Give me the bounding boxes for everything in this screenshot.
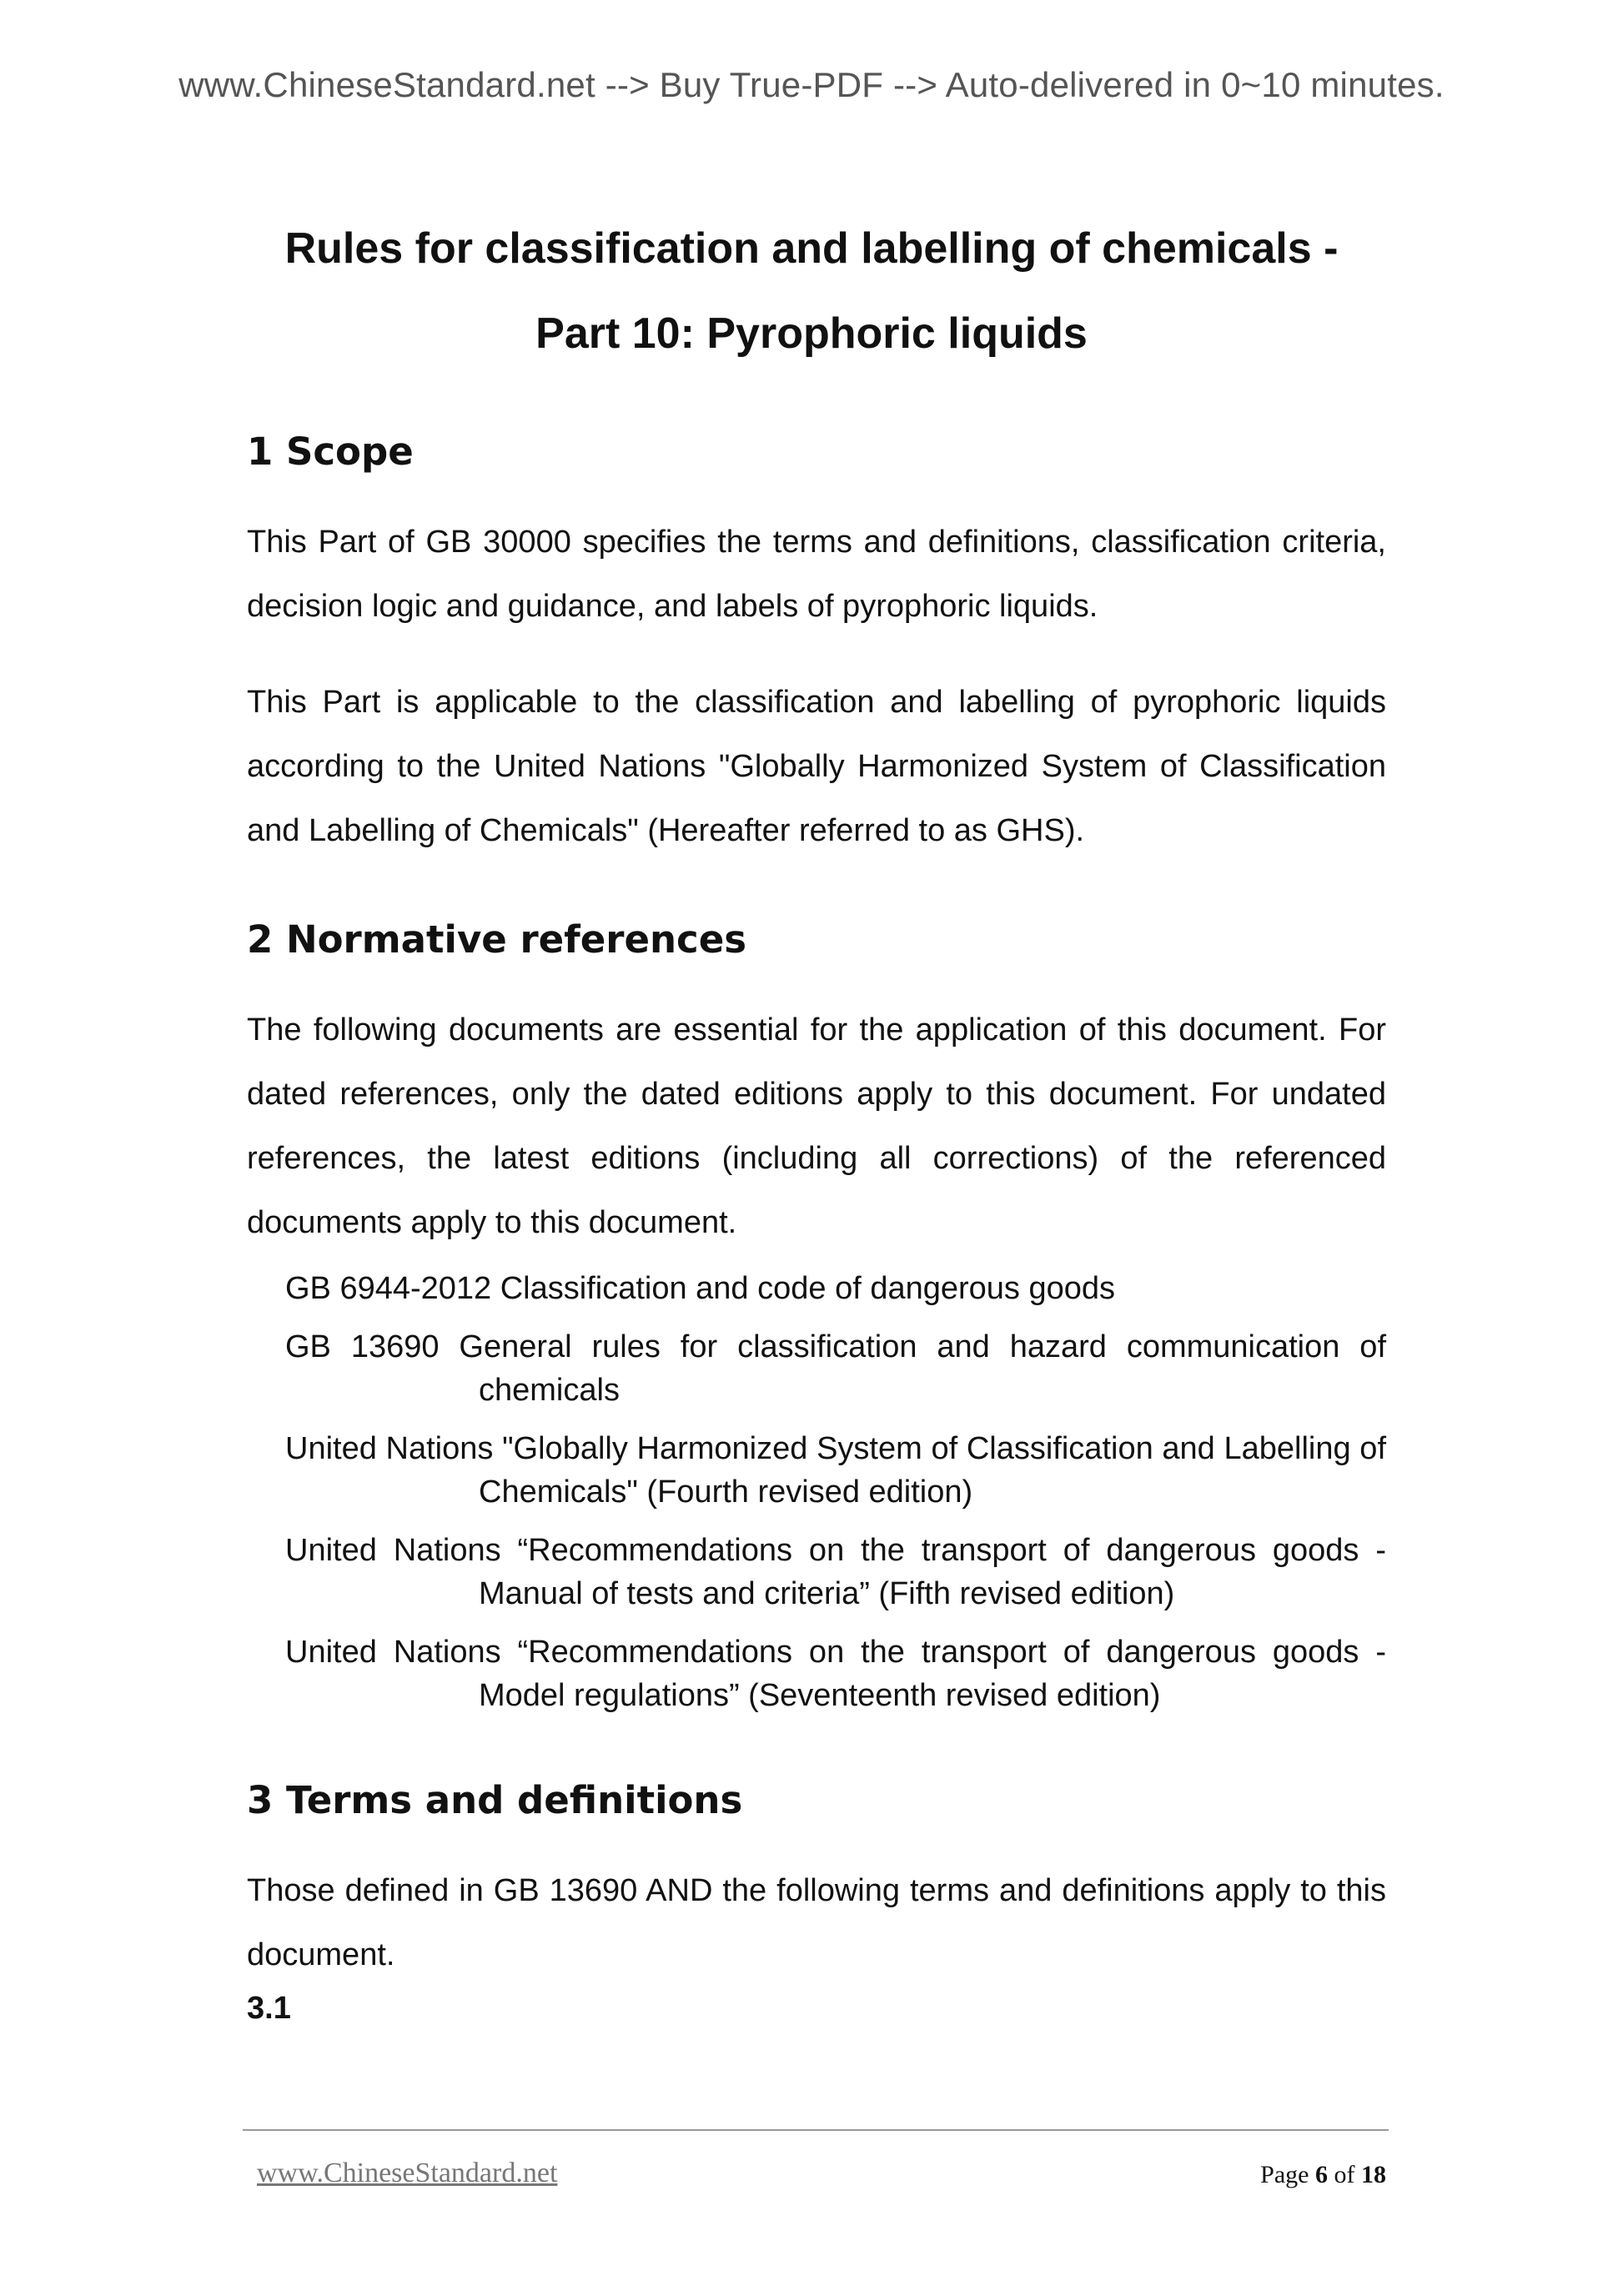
page-of-label: of (1334, 2161, 1355, 2188)
footer-site-link[interactable]: www.ChineseStandard.net (257, 2158, 558, 2188)
reference-item: United Nations “Recommendations on the transport of dangerous goods - Manual of tests and criteria” (Fifth revised edition) (285, 1533, 1386, 1611)
reference-item: GB 6944-2012 Classification and code of dangerous goods (285, 1271, 1116, 1306)
section-terms-definitions (247, 1776, 1386, 2027)
document-title-line2: Part 10: Pyrophoric liquids (535, 309, 1088, 358)
page-current: 6 (1315, 2161, 1328, 2188)
section-heading-normative-references: 2 Normative references (247, 917, 746, 962)
section-scope (247, 427, 1386, 863)
section-heading-terms-definitions: 3 Terms and definitions (247, 1778, 743, 1822)
clause-number: 3.1 (247, 1991, 291, 2026)
reference-item: United Nations "Globally Harmonized System of Classification and Labelling of Chemicals" (Fourth revised edition) (285, 1431, 1386, 1510)
reference-item: United Nations “Recommendations on the transport of dangerous goods - Model regulations” (Seventeenth revised edition) (285, 1635, 1386, 1713)
page-indicator (1260, 2161, 1386, 2189)
footer-divider (243, 2129, 1389, 2131)
scope-paragraph-2: This Part is applicable to the classification and labelling of pyrophoric liquids according to the United Nations "Globally Harmonized System of Classification and Labelling of Chemicals" (Hereafter referred to as GHS). (247, 685, 1386, 848)
scope-paragraph-1: This Part of GB 30000 specifies the terms and definitions, classification criteria, decision logic and guidance, and labels of pyrophoric liquids. (247, 525, 1386, 624)
reference-item: GB 13690 General rules for classification and hazard communication of chemicals (285, 1329, 1386, 1408)
page-total: 18 (1361, 2161, 1386, 2188)
site-banner: www.ChineseStandard.net --> Buy True-PDF --> Auto-delivered in 0~10 minutes. (178, 65, 1445, 104)
terms-intro: Those defined in GB 13690 AND the following terms and definitions apply to this document. (247, 1873, 1386, 1972)
document-title-line1: Rules for classification and labelling of chemicals - (284, 224, 1339, 273)
page-label: Page (1260, 2161, 1309, 2188)
reference-list (247, 1267, 1386, 1717)
section-normative-references (247, 915, 1386, 1732)
normative-intro: The following documents are essential for the application of this document. For dated references, only the dated editions apply to this document. For undated references, the latest editions (including all corrections) of the referenced documents apply to this document. (247, 1012, 1386, 1240)
section-heading-scope: 1 Scope (247, 430, 414, 474)
